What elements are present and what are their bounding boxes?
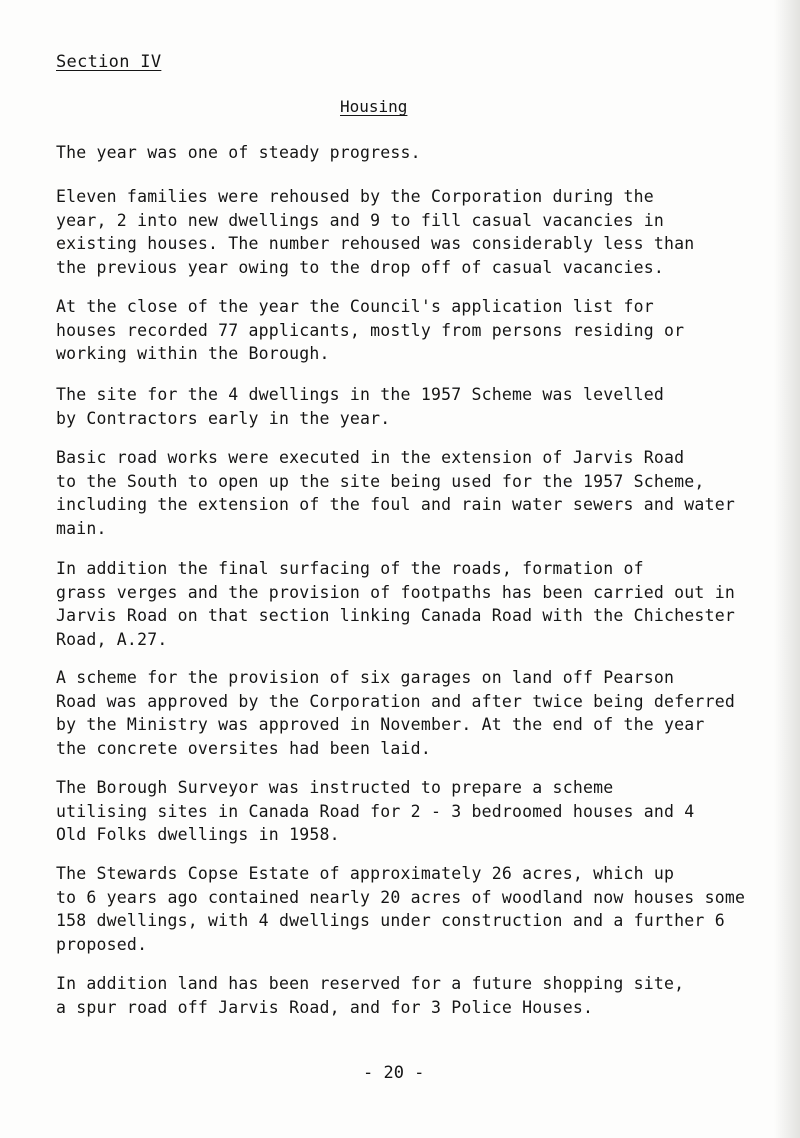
paragraph-road-works: Basic road works were executed in the extension of Jarvis Road to the South to open up the site being used for the 1957 Scheme, including the extension of the foul and rain water sewers and water main. <box>56 448 735 538</box>
section-label: Section IV <box>56 52 162 72</box>
paragraph-reserved-land: In addition land has been reserved for a future shopping site, a spur road off Jarvis Road, and for 3 Police Houses. <box>56 974 685 1017</box>
page-title: Housing <box>340 97 408 116</box>
page-number: - 20 - <box>363 1063 425 1083</box>
paragraph-stewards-copse: The Stewards Copse Estate of approximately 26 acres, which up to 6 years ago contained nearly 20 acres of woodland now houses some 158 dwellings, with 4 dwellings under construction and a further 6 proposed. <box>56 864 746 954</box>
paragraph-garages: A scheme for the provision of six garages on land off Pearson Road was approved by the Corporation and after twice being deferred by the Ministry was approved in November. At the end of the year the concrete oversites had been laid. <box>56 668 735 758</box>
paragraph-surveyor-scheme: The Borough Surveyor was instructed to prepare a scheme utilising sites in Canada Road for 2 - 3 bedroomed houses and 4 Old Folks dwellings in 1958. <box>56 778 695 845</box>
paragraph-rehoused-families: Eleven families were rehoused by the Corporation during the year, 2 into new dwellings and 9 to fill casual vacancies in existing houses. The number rehoused was considerably less than the previous year owing to the drop off of casual vacancies. <box>56 187 695 277</box>
paragraph-surfacing: In addition the final surfacing of the roads, formation of grass verges and the provision of footpaths has been carried out in Jarvis Road on that section linking Canada Road with the Chichester Road, A.27. <box>56 559 735 649</box>
paragraph-steady-progress: The year was one of steady progress. <box>56 143 421 162</box>
paragraph-application-list: At the close of the year the Council's application list for houses recorded 77 applicants, mostly from persons residing or working within the Borough. <box>56 297 685 364</box>
paragraph-site-levelled: The site for the 4 dwellings in the 1957 Scheme was levelled by Contractors early in the year. <box>56 385 665 428</box>
